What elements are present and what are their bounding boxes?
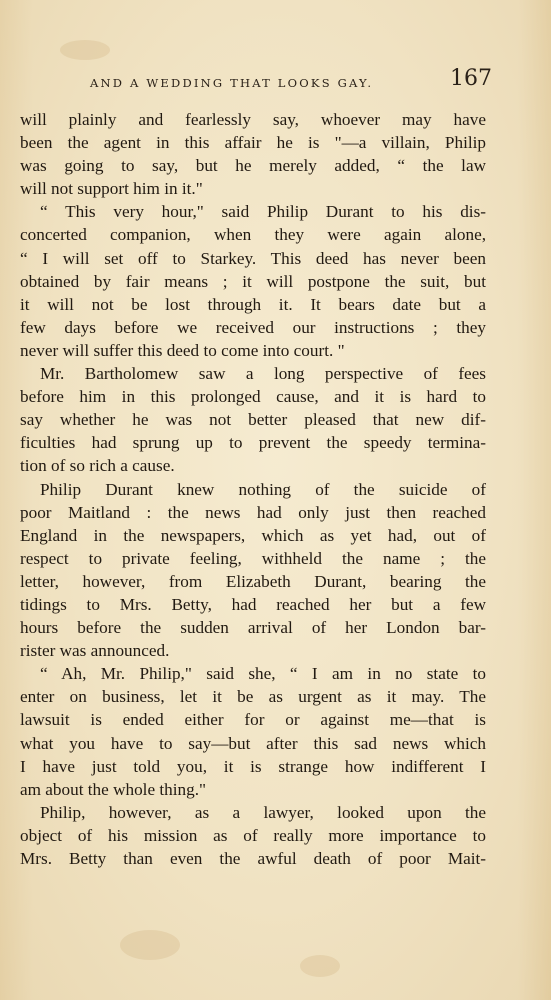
text-line: am about the whole thing.": [20, 779, 207, 799]
text-line: say whether he was not better pleased that new dif-: [20, 410, 486, 430]
text-line: letter, however, from Elizabeth Durant, bearing the: [20, 571, 486, 591]
text-line: Philip, however, as a lawyer, looked upon the: [40, 802, 486, 822]
text-line: will plainly and fearlessly say, whoever may have: [20, 110, 486, 129]
text-line: what you have to say—but after this sad news which: [20, 733, 486, 753]
body-text: [20, 108, 486, 870]
text-line: concerted companion, when they were again alone,: [20, 225, 486, 245]
text-line: Mrs. Betty than even the awful death of poor Mait-: [20, 849, 486, 868]
paper-stain: [60, 40, 110, 60]
text-line: hours before the sudden arrival of her London bar-: [20, 618, 486, 638]
text-line: lawsuit is ended either for or against me—that is: [20, 710, 486, 730]
text-line: ficulties had sprung up to prevent the speedy termina-: [20, 433, 486, 453]
text-line: poor Maitland : the news had only just then reached: [20, 502, 486, 522]
text-line: it will not be lost through it. It bears date but a: [20, 294, 486, 314]
text-line: Mr. Bartholomew saw a long perspective of fees: [40, 364, 486, 384]
page-number: 167: [450, 66, 492, 91]
text-line: I have just told you, it is strange how indifferent I: [20, 756, 486, 776]
text-line: been the agent in this affair he is "—a villain, Philip: [20, 133, 486, 153]
text-line: “ This very hour," said Philip Durant to his dis-: [40, 202, 486, 222]
text-line: tion of so rich a cause.: [20, 456, 175, 476]
text-line: rister was announced.: [20, 641, 170, 661]
text-line: “ I will set off to Starkey. This deed has never been: [20, 248, 486, 268]
text-line: was going to say, but he merely added, “ the law: [20, 156, 486, 176]
text-line: few days before we received our instructions ; they: [20, 317, 486, 337]
text-line: Philip Durant knew nothing of the suicide of: [40, 479, 486, 499]
text-line: tidings to Mrs. Betty, had reached her but a few: [20, 594, 486, 614]
text-line: obtained by fair means ; it will postpone the suit, but: [20, 271, 486, 291]
running-head: AND A WEDDING THAT LOOKS GAY.: [90, 76, 374, 90]
text-line: before him in this prolonged cause, and it is hard to: [20, 387, 486, 407]
text-line: object of his mission as of really more importance to: [20, 825, 486, 845]
text-line: England in the newspapers, which as yet had, out of: [20, 525, 486, 545]
paper-stain: [300, 955, 340, 977]
text-line: never will suffer this deed to come into court. ": [20, 340, 345, 360]
text-line: enter on business, let it be as urgent as it may. The: [20, 687, 486, 707]
paper-stain: [120, 930, 180, 960]
page-header: [20, 66, 492, 100]
text-line: “ Ah, Mr. Philip," said she, “ I am in no state to: [40, 664, 486, 684]
text-line: will not support him in it.": [20, 179, 203, 199]
text-line: respect to private feeling, withheld the name ; the: [20, 548, 486, 568]
